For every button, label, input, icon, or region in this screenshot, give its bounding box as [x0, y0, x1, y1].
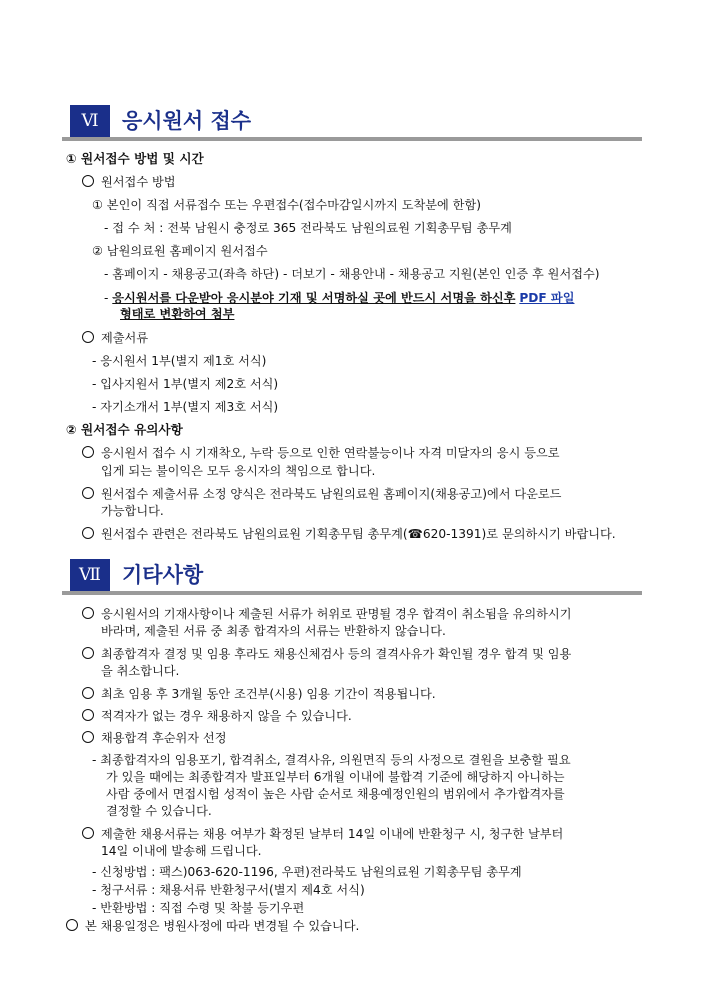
circle-bullet-icon — [82, 331, 94, 343]
note-no-hire: 적격자가 없는 경우 채용하지 않을 수 있습니다. — [82, 706, 352, 726]
section-7-title: 기타사항 — [122, 563, 204, 587]
precaution-3: 원서접수 관련은 전라북도 남원의료원 기획총무팀 총무계(☎620-1391)로 문의하시기 바랍니다. — [82, 524, 616, 544]
document-item-2: - 입사지원서 1부(별지 제2호 서식) — [92, 377, 279, 391]
subheading-precautions: ② 원서접수 유의사항 — [66, 422, 183, 437]
circle-bullet-icon — [82, 687, 94, 699]
circle-bullet-icon — [82, 647, 94, 659]
circle-bullet-icon — [82, 709, 94, 721]
precaution-2-cont: 가능합니다. — [101, 504, 164, 518]
method-homepage: ② 남원의료원 홈페이지 원서접수 — [92, 244, 268, 258]
note-reserve-candidates: 채용합격 후순위자 선정 — [82, 728, 226, 748]
bullet-documents: 제출서류 — [82, 328, 148, 348]
method-homepage-signature-note: - 응시원서를 다운받아 응시분야 기재 및 서명하실 곳에 반드시 서명을 하신후 PDF 파일 — [104, 291, 575, 305]
document-item-1: - 응시원서 1부(별지 제1호 서식) — [92, 354, 267, 368]
section-6-title: 응시원서 접수 — [122, 109, 252, 133]
circle-bullet-icon — [82, 487, 94, 499]
method-direct-postal: ① 본인이 직접 서류접수 또는 우편접수(접수마감일시까지 도착분에 한함) — [92, 198, 481, 212]
section-6-header — [62, 103, 642, 141]
method-homepage-path: - 홈페이지 - 채용공고(좌측 하단) - 더보기 - 채용안내 - 채용공고 지원(본인 인증 후 원서접수) — [104, 267, 600, 281]
return-method-apply: - 신청방법 : 팩스)063-620-1196, 우편)전라북도 남원의료원 기획총무팀 총무계 — [92, 865, 522, 879]
precaution-1-cont: 입게 되는 불이익은 모두 응시자의 책임으로 합니다. — [101, 464, 376, 478]
note-document-return-cont: 14일 이내에 발송해 드립니다. — [101, 844, 262, 858]
note-document-return: 제출한 채용서류는 채용 여부가 확정된 날부터 14일 이내에 반환청구 시, 청구한 날부터 — [82, 824, 563, 844]
document-item-3: - 자기소개서 1부(별지 제3호 서식) — [92, 400, 279, 414]
section-7-rule — [62, 591, 642, 595]
circle-bullet-icon — [82, 175, 94, 187]
section-7-number: Ⅶ — [70, 559, 110, 591]
method-homepage-signature-note-cont: 형태로 변환하여 첨부 — [120, 307, 235, 321]
reserve-detail-4: 결정할 수 있습니다. — [106, 804, 212, 818]
circle-bullet-icon — [82, 607, 94, 619]
section-6-rule — [62, 137, 642, 141]
reserve-detail-1: - 최종합격자의 임용포기, 합격취소, 결격사유, 의원면직 등의 사정으로 결원을 보충할 필요 — [92, 753, 571, 767]
subheading-application-method: ① 원서접수 방법 및 시간 — [66, 151, 204, 166]
reserve-detail-3: 사람 중에서 면접시험 성적이 높은 사람 순서로 채용예정인원의 범위에서 추가합격자를 — [106, 787, 565, 801]
circle-bullet-icon — [82, 731, 94, 743]
circle-bullet-icon — [82, 527, 94, 539]
return-method-form: - 청구서류 : 채용서류 반환청구서(별지 제4호 서식) — [92, 883, 365, 897]
pdf-file-text: PDF 파일 — [519, 291, 575, 305]
circle-bullet-icon — [82, 827, 94, 839]
section-6-number: Ⅵ — [70, 105, 110, 137]
reserve-detail-2: 가 있을 때에는 최종합격자 발표일부터 6개월 이내에 불합격 기준에 해당하지 아니하는 — [106, 770, 565, 784]
precaution-2: 원서접수 제출서류 소정 양식은 전라북도 남원의료원 홈페이지(채용공고)에서 다운로드 — [82, 484, 561, 504]
section-7-header — [62, 557, 642, 595]
note-false-documents-cont: 바라며, 제출된 서류 중 최종 합격자의 서류는 반환하지 않습니다. — [101, 624, 446, 638]
note-false-documents: 응시원서의 기재사항이나 제출된 서류가 허위로 판명될 경우 합격이 취소됨을 유의하시기 — [82, 604, 571, 624]
bullet-application-method: 원서접수 방법 — [82, 172, 176, 192]
method-direct-postal-detail: - 접 수 처 : 전북 남원시 충정로 365 전라북도 남원의료원 기획총무팀 총무계 — [104, 221, 512, 235]
note-disqualification: 최종합격자 결정 및 임용 후라도 채용신체검사 등의 결격사유가 확인될 경우 합격 및 임용 — [82, 644, 571, 664]
circle-bullet-icon — [66, 919, 78, 931]
note-probation: 최초 임용 후 3개월 동안 조건부(시용) 임용 기간이 적용됩니다. — [82, 684, 436, 704]
note-schedule-change: 본 채용일정은 병원사정에 따라 변경될 수 있습니다. — [66, 916, 359, 936]
note-disqualification-cont: 을 취소합니다. — [101, 664, 180, 678]
precaution-1: 응시원서 접수 시 기재착오, 누락 등으로 인한 연락불능이나 자격 미달자의 응시 등으로 — [82, 443, 560, 463]
circle-bullet-icon — [82, 446, 94, 458]
return-method-delivery: - 반환방법 : 직접 수령 및 착불 등기우편 — [92, 901, 305, 915]
